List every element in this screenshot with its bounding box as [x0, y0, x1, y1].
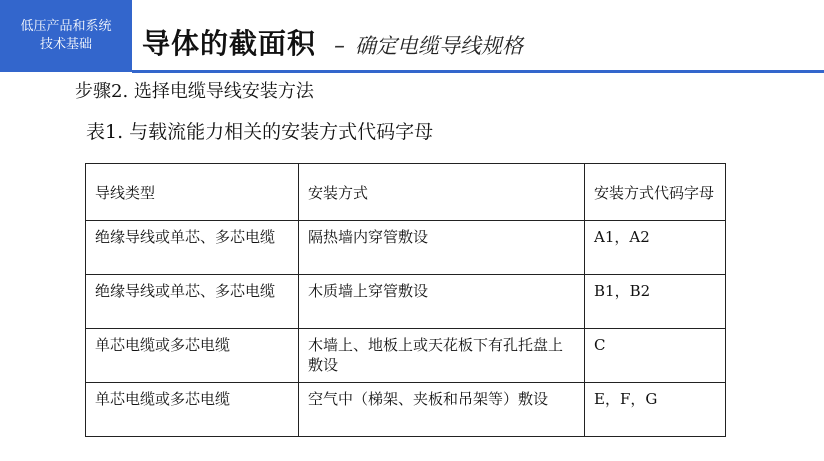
badge-line-1: 低压产品和系统	[20, 19, 112, 34]
table-row	[86, 383, 726, 437]
table-cell: 隔热墙内穿管敷设	[299, 221, 585, 275]
installation-method-table	[85, 163, 726, 437]
table-row	[86, 329, 726, 383]
step-heading: 步骤2. 选择电缆导线安装方法	[75, 81, 314, 102]
table-cell: B1，B2	[585, 275, 726, 329]
header-cell-method-code: 安装方式代码字母	[585, 164, 726, 221]
title-separator: –	[334, 34, 346, 59]
table-cell: 绝缘导线或单芯、多芯电缆	[86, 221, 299, 275]
table-cell: 空气中（梯架、夹板和吊架等）敷设	[299, 383, 585, 437]
table-cell: 木墙上、地板上或天花板下有孔托盘上敷设	[299, 329, 585, 383]
table-cell: 单芯电缆或多芯电缆	[86, 329, 299, 383]
table-cell: E，F，G	[585, 383, 726, 437]
table-row	[86, 221, 726, 275]
title-divider	[132, 70, 824, 73]
title-subtitle: 确定电缆导线规格	[355, 34, 524, 58]
table-header-row	[86, 164, 726, 221]
table-cell: C	[585, 329, 726, 383]
table-row	[86, 275, 726, 329]
badge-line-2: 技术基础	[39, 37, 92, 52]
table-cell: 绝缘导线或单芯、多芯电缆	[86, 275, 299, 329]
table-cell: A1，A2	[585, 221, 726, 275]
header-cell-conductor-type: 导线类型	[86, 164, 299, 221]
header-cell-installation-method: 安装方式	[299, 164, 585, 221]
table-cell: 单芯电缆或多芯电缆	[86, 383, 299, 437]
title-main: 导体的截面积	[142, 27, 317, 60]
product-badge	[0, 0, 132, 72]
slide-title	[142, 22, 523, 66]
table-cell: 木质墙上穿管敷设	[299, 275, 585, 329]
table-caption: 表1. 与载流能力相关的安装方式代码字母	[86, 121, 434, 143]
